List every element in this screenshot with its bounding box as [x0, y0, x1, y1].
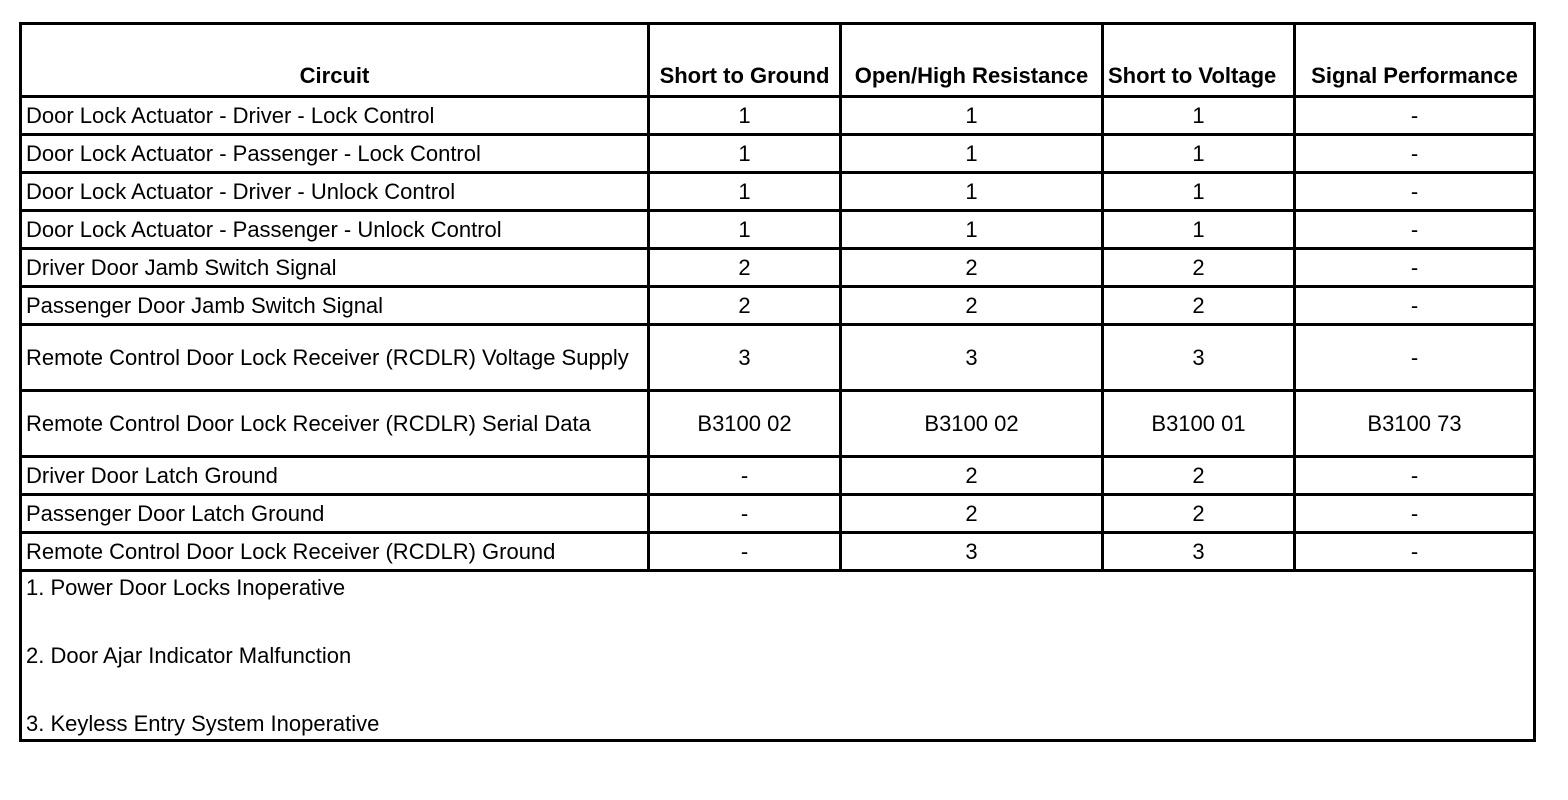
open-high-resistance-cell: 1 — [841, 211, 1103, 249]
short-to-ground-cell: 2 — [649, 287, 841, 325]
note-item: 1. Power Door Locks Inoperative — [26, 574, 346, 600]
header-open-high-resistance: Open/High Resistance — [841, 24, 1103, 97]
short-to-voltage-cell: 2 — [1103, 287, 1295, 325]
short-to-voltage-cell: 3 — [1103, 533, 1295, 571]
notes-cell — [21, 571, 1535, 741]
header-short-to-voltage: Short to Voltage — [1103, 24, 1295, 97]
short-to-ground-cell: - — [649, 533, 841, 571]
table-row — [21, 457, 1535, 495]
signal-performance-cell: B3100 73 — [1295, 391, 1535, 457]
short-to-ground-cell: 1 — [649, 173, 841, 211]
circuit-diagnostic-table — [19, 22, 1536, 742]
signal-performance-cell: - — [1295, 287, 1535, 325]
circuit-cell: Door Lock Actuator - Passenger - Unlock Control — [21, 211, 649, 249]
open-high-resistance-cell: 2 — [841, 287, 1103, 325]
header-row — [21, 24, 1535, 97]
short-to-ground-cell: B3100 02 — [649, 391, 841, 457]
circuit-cell: Door Lock Actuator - Driver - Lock Control — [21, 97, 649, 135]
notes-row — [21, 571, 1535, 741]
open-high-resistance-cell: 1 — [841, 173, 1103, 211]
short-to-ground-cell: 2 — [649, 249, 841, 287]
signal-performance-cell: - — [1295, 173, 1535, 211]
table-row — [21, 391, 1535, 457]
open-high-resistance-cell: 2 — [841, 457, 1103, 495]
table-row — [21, 325, 1535, 391]
short-to-ground-cell: - — [649, 495, 841, 533]
circuit-cell: Driver Door Latch Ground — [21, 457, 649, 495]
header-circuit: Circuit — [21, 24, 649, 97]
short-to-voltage-cell: 1 — [1103, 135, 1295, 173]
signal-performance-cell: - — [1295, 249, 1535, 287]
signal-performance-cell: - — [1295, 211, 1535, 249]
short-to-ground-cell: 1 — [649, 135, 841, 173]
short-to-ground-cell: 1 — [649, 211, 841, 249]
note-item: 3. Keyless Entry System Inoperative — [26, 710, 380, 736]
short-to-voltage-cell: 2 — [1103, 457, 1295, 495]
open-high-resistance-cell: B3100 02 — [841, 391, 1103, 457]
table-row — [21, 287, 1535, 325]
short-to-voltage-cell: 1 — [1103, 173, 1295, 211]
open-high-resistance-cell: 1 — [841, 135, 1103, 173]
table-row — [21, 495, 1535, 533]
short-to-voltage-cell: 3 — [1103, 325, 1295, 391]
header-short-to-ground: Short to Ground — [649, 24, 841, 97]
circuit-cell: Remote Control Door Lock Receiver (RCDLR) Serial Data — [21, 391, 649, 457]
circuit-cell: Remote Control Door Lock Receiver (RCDLR) Voltage Supply — [21, 325, 649, 391]
signal-performance-cell: - — [1295, 533, 1535, 571]
short-to-ground-cell: 1 — [649, 97, 841, 135]
note-item: 2. Door Ajar Indicator Malfunction — [26, 642, 352, 668]
signal-performance-cell: - — [1295, 97, 1535, 135]
table-row — [21, 173, 1535, 211]
table-row — [21, 97, 1535, 135]
circuit-cell: Door Lock Actuator - Driver - Unlock Control — [21, 173, 649, 211]
open-high-resistance-cell: 2 — [841, 249, 1103, 287]
table-row — [21, 249, 1535, 287]
table-row — [21, 211, 1535, 249]
header-signal-performance: Signal Performance — [1295, 24, 1535, 97]
signal-performance-cell: - — [1295, 457, 1535, 495]
signal-performance-cell: - — [1295, 135, 1535, 173]
open-high-resistance-cell: 3 — [841, 533, 1103, 571]
circuit-cell: Passenger Door Latch Ground — [21, 495, 649, 533]
open-high-resistance-cell: 1 — [841, 97, 1103, 135]
circuit-cell: Remote Control Door Lock Receiver (RCDLR) Ground — [21, 533, 649, 571]
short-to-ground-cell: - — [649, 457, 841, 495]
table-row — [21, 533, 1535, 571]
short-to-voltage-cell: B3100 01 — [1103, 391, 1295, 457]
short-to-ground-cell: 3 — [649, 325, 841, 391]
circuit-cell: Door Lock Actuator - Passenger - Lock Control — [21, 135, 649, 173]
table-row — [21, 135, 1535, 173]
open-high-resistance-cell: 2 — [841, 495, 1103, 533]
circuit-cell: Passenger Door Jamb Switch Signal — [21, 287, 649, 325]
signal-performance-cell: - — [1295, 495, 1535, 533]
short-to-voltage-cell: 2 — [1103, 495, 1295, 533]
short-to-voltage-cell: 1 — [1103, 97, 1295, 135]
short-to-voltage-cell: 1 — [1103, 211, 1295, 249]
signal-performance-cell: - — [1295, 325, 1535, 391]
open-high-resistance-cell: 3 — [841, 325, 1103, 391]
short-to-voltage-cell: 2 — [1103, 249, 1295, 287]
circuit-cell: Driver Door Jamb Switch Signal — [21, 249, 649, 287]
